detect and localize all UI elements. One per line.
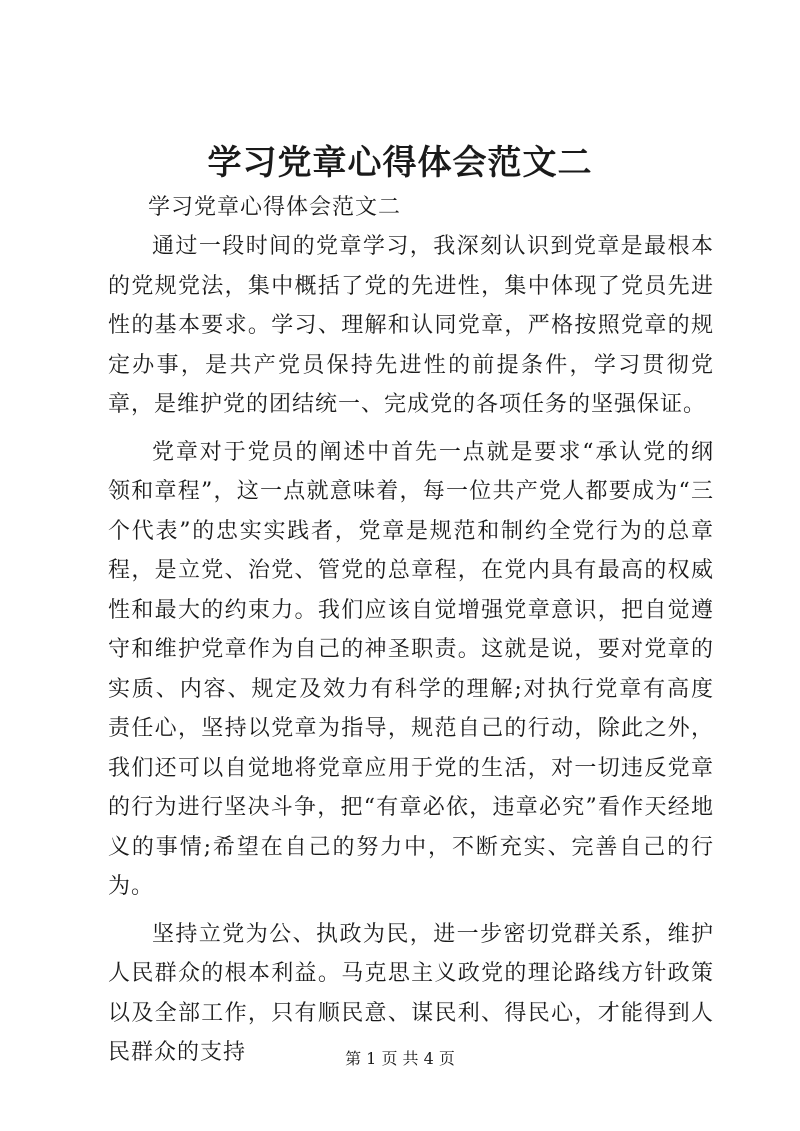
- page-number-footer: 第 1 页 共 4 页: [345, 1049, 455, 1068]
- paragraph-1: 通过一段时间的党章学习，我深刻认识到党章是最根本的党规党法，集中概括了党的先进性，集中体现了党员先进性的基本要求。学习、理解和认同党章，严格按照党章的规定办事，是共产党员保持先进性的前提条件，学习贯彻党章，是维护党的团结统一、完成党的各项任务的坚强保证。: [108, 234, 714, 417]
- document-body: [108, 227, 714, 1073]
- paragraph-3: 坚持立党为公、执政为民，进一步密切党群关系，维护人民群众的根本利益。马克思主义政党的理论路线方针政策以及全部工作，只有顺民意、谋民利、得民心，才能得到人民群众的支持: [108, 921, 714, 1065]
- document-subtitle: 学习党章心得体会范文二: [148, 195, 402, 220]
- document-title: 学习党章心得体会范文二: [207, 143, 593, 183]
- paragraph-2: 党章对于党员的阐述中首先一点就是要求“承认党的纲领和章程”，这一点就意味着，每一位共产党人都要成为“三个代表”的忠实实践者，党章是规范和制约全党行为的总章程，是立党、治党、管党的总章程，在党内具有最高的权威性和最大的约束力。我们应该自觉增强党章意识，把自觉遵守和维护党章作为自己的神圣职责。这就是说，要对党章的实质、内容、规定及效力有科学的理解;对执行党章有高度责任心，坚持以党章为指导，规范自己的行动，除此之外，我们还可以自觉地将党章应用于党的生活，对一切违反党章的行为进行坚决斗争，把“有章必依，违章必究”看作天经地义的事情;希望在自己的努力中，不断充实、完善自己的行为。: [108, 439, 714, 899]
